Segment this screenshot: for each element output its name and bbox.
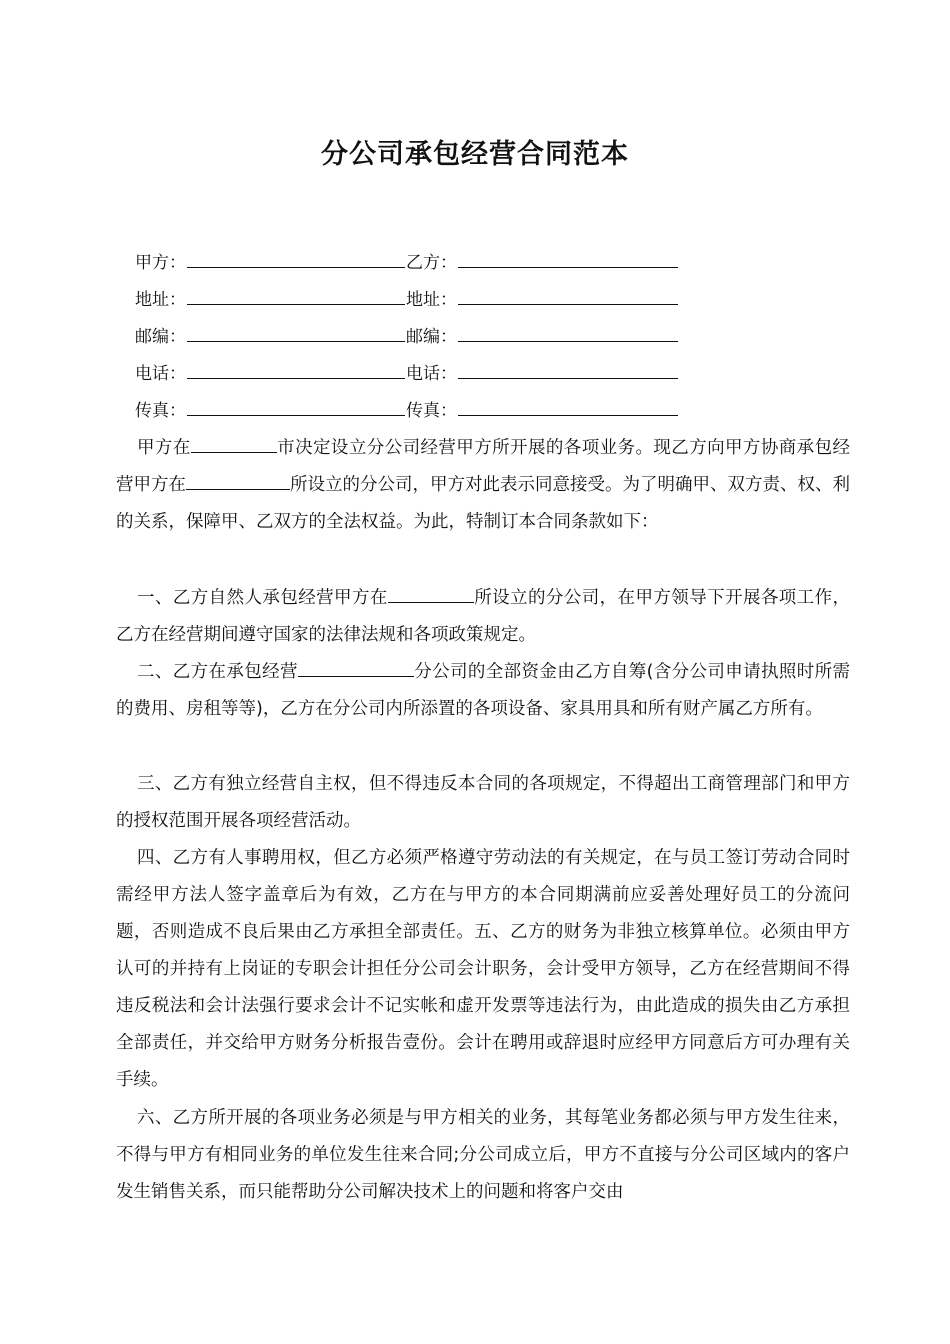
- fax-a-label: 传真：: [135, 401, 186, 421]
- intro-city-blank[interactable]: [191, 432, 277, 453]
- clause-1-text-2: 所设立的分公司，在甲方领导下开展各项工作，乙方在经营期间遵守国家的法律法规和各项政策规定。: [116, 588, 851, 645]
- postcode-b-label: 邮编：: [406, 327, 457, 347]
- postcode-a-label: 邮编：: [135, 327, 186, 347]
- clause-2-blank[interactable]: [298, 656, 414, 677]
- clause-1: [116, 580, 850, 654]
- party-row-address: [135, 285, 679, 315]
- party-b-label: 乙方：: [406, 253, 457, 273]
- clause-4: 四、乙方有人事聘用权，但乙方必须严格遵守劳动法的有关规定，在与员工签订劳动合同时需经甲方法人签字盖章后为有效，乙方在与甲方的本合同期满前应妥善处理好员工的分流问题，否则造成不良后果由乙方承担全部责任。五、乙方的财务为非独立核算单位。必须由甲方认可的并持有上岗证的专职会计担任分公司会计职务，会计受甲方领导，乙方在经营期间不得违反税法和会计法强行要求会计不记实帐和虚开发票等违法行为，由此造成的损失由乙方承担全部责任，并交给甲方财务分析报告壹份。会计在聘用或辞退时应经甲方同意后方可办理有关手续。: [116, 848, 850, 1090]
- phone-b-label: 电话：: [406, 364, 457, 384]
- party-a-blank[interactable]: [187, 249, 405, 268]
- clause-1-text-1: 一、乙方自然人承包经营甲方在: [137, 588, 388, 608]
- phone-a-blank[interactable]: [187, 360, 405, 379]
- phone-b-blank[interactable]: [458, 360, 678, 379]
- address-b-blank[interactable]: [458, 286, 678, 305]
- party-row-postcode: [135, 322, 679, 352]
- party-row-fax: [135, 396, 679, 426]
- intro-text-1: 甲方在: [137, 438, 191, 458]
- clause-1-blank[interactable]: [388, 582, 474, 603]
- party-row-name: [135, 248, 679, 278]
- clause-2: [116, 654, 850, 728]
- party-b-blank[interactable]: [458, 249, 678, 268]
- clause-2-text-1: 二、乙方在承包经营: [137, 662, 298, 682]
- page-title: 分公司承包经营合同范本: [321, 139, 629, 170]
- postcode-b-blank[interactable]: [458, 323, 678, 342]
- intro-location-blank[interactable]: [186, 469, 290, 490]
- intro-paragraph: [116, 430, 850, 541]
- clause-3: 三、乙方有独立经营自主权，但不得违反本合同的各项规定，不得超出工商管理部门和甲方的授权范围开展各项经营活动。: [116, 774, 850, 831]
- address-b-label: 地址：: [406, 290, 457, 310]
- party-row-phone: [135, 359, 679, 389]
- intro-text-2: 市决定设立分公司经营甲方所开展的各项业务。现乙方向甲方协商承包经营甲方在: [116, 438, 851, 495]
- phone-a-label: 电话：: [135, 364, 186, 384]
- clause-2-text-2: 分公司的全部资金由乙方自筹(含分公司申请执照时所需的费用、房租等等)，乙方在分公司内所添置的各项设备、家具用具和所有财产属乙方所有。: [116, 662, 851, 719]
- address-a-blank[interactable]: [187, 286, 405, 305]
- postcode-a-blank[interactable]: [187, 323, 405, 342]
- clause-6: 六、乙方所开展的各项业务必须是与甲方相关的业务，其每笔业务都必须与甲方发生往来，不得与甲方有相同业务的单位发生往来合同;分公司成立后，甲方不直接与分公司区域内的客户发生销售关系，而只能帮助分公司解决技术上的问题和将客户交由: [116, 1108, 850, 1202]
- fax-b-label: 传真：: [406, 401, 457, 421]
- party-a-label: 甲方：: [135, 253, 186, 273]
- fax-b-blank[interactable]: [458, 397, 678, 416]
- intro-text-3: 所设立的分公司，甲方对此表示同意接受。为了明确甲、双方责、权、利的关系，保障甲、乙双方的全法权益。为此，特制订本合同条款如下：: [116, 475, 850, 532]
- address-a-label: 地址：: [135, 290, 186, 310]
- fax-a-blank[interactable]: [187, 397, 405, 416]
